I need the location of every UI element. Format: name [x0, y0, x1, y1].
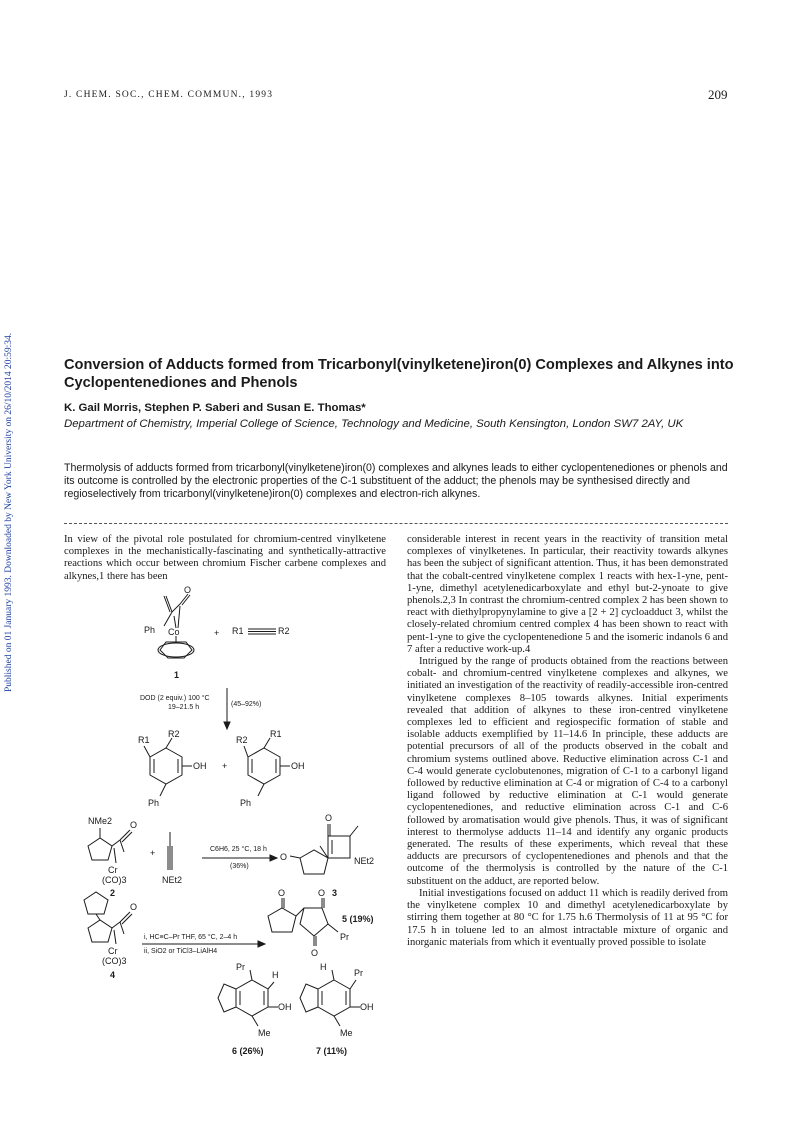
- ph-label: Ph: [240, 798, 252, 808]
- pr-label: Pr: [340, 932, 349, 942]
- compound-number: 6 (26%): [232, 1046, 264, 1056]
- oh-label: OH: [193, 761, 207, 771]
- o-label: O: [325, 813, 333, 823]
- reaction-yield: (45–92%): [231, 701, 262, 708]
- compound-7-structure: [300, 970, 360, 1026]
- ph-label: Ph: [144, 625, 156, 635]
- oh-label: OH: [360, 1002, 374, 1012]
- article-authors: K. Gail Morris, Stephen P. Saberi and Susan E. Thomas*: [64, 402, 366, 414]
- oh-label: OH: [291, 761, 305, 771]
- compound-number: 1: [174, 670, 180, 680]
- paragraph: Initial investigations focused on adduct 11 which is readily derived from the vinylketene complex 10 and dimethyl acetylenedicarboxylate by stirring them together at 80 °C for 1.75 h.6 Thermolysis of 11 at 95 °C for 17.5 h in toluene led to an almost intractable mixture of organic and inorganic materials from which it eventually proved possible to isolate: [407, 887, 728, 948]
- compound-number: 7 (11%): [316, 1046, 348, 1056]
- paragraph: Intrigued by the range of products obtained from the reactions between cobalt- and chromium-centred vinylketene complexes and alkynes, we initiated an investigation of the reactivity of readily-accessible iron-centred vinylketene complexes 8–105 towards alkynes. Initial experiments revealed that addition of alkynes to these iron-centred vinylketene complexes led to efficient and regiospecific formation of stable and isolable adducts exemplified by 11–14.6 In principle, these adducts are potential precursors of all of the products observed in the cobalt and chromium systems outlined above. Reductive elimination across C-1 and C-4 would generate cyclobutenones, migration of C-1 to a carbonyl ligand followed by reductive elimination at C-4 or migration of C-4 to a carbonyl ligand followed by reductive elimination at C-1 would generate cyclopentenediones, and reductive elimination across C-1 and C-6 followed by aromatisation would give phenols. Thus, it was of significant interest to thermolyse adducts 11–14 and identify any organic products generated. The results of these experiments, which reveal that these adducts are precursors of cyclopentenediones and phenols and that the outcome of the thermolysis is controlled by the nature of the C-1 substituent on the adduct, are reported below.: [407, 656, 728, 887]
- compound-5-structure: [268, 898, 338, 946]
- compound-6-structure: [218, 970, 278, 1026]
- o-label: O: [311, 948, 319, 958]
- compound-number: 2: [110, 888, 116, 898]
- plus-sign: +: [214, 628, 220, 638]
- phenol-b-structure: [244, 738, 290, 796]
- reaction-yield: (36%): [230, 863, 249, 870]
- nme2-label: NMe2: [88, 816, 113, 826]
- reaction-conditions: DOD (2 equiv.) 100 °C: [140, 695, 210, 702]
- compound-number: 4: [110, 970, 116, 980]
- o-label: O: [130, 902, 138, 912]
- article-title: Conversion of Adducts formed from Tricarbonyl(vinylketene)iron(0) Complexes and Alkynes into Cyclopentenediones and Phenols: [64, 357, 734, 391]
- co3-label: (CO)3: [102, 875, 127, 885]
- reaction-conditions: ii, SiO2 or TiCl3–LiAlH4: [144, 948, 218, 955]
- r1-label: R1: [232, 626, 244, 636]
- compound-4-structure: [84, 892, 132, 944]
- r2-label: R2: [236, 735, 248, 745]
- o-label: O: [318, 888, 326, 898]
- reaction-arrow: [224, 688, 230, 729]
- left-column-text: In view of the pivotal role postulated for chromium-centred vinylketene complexes in the mechanistically-fascinating and synthetically-attractive reactions which occur between chromium Fischer carbene complexes and alkynes,1 there has been: [64, 534, 386, 582]
- me-label: Me: [258, 1028, 271, 1038]
- r1-label: R1: [270, 729, 282, 739]
- page-number: 209: [708, 87, 728, 102]
- running-head: J. CHEM. SOC., CHEM. COMMUN., 1993: [64, 90, 274, 100]
- ph-label: Ph: [148, 798, 160, 808]
- net2-label: NEt2: [354, 856, 375, 866]
- o-label: O: [278, 888, 286, 898]
- r1-label: R1: [138, 735, 150, 745]
- oh-label: OH: [278, 1002, 292, 1012]
- r2-label: R2: [278, 626, 290, 636]
- right-column: [407, 534, 728, 949]
- article-affiliation: Department of Chemistry, Imperial College of Science, Technology and Medicine, South Kensington, London SW7 2AY, UK: [64, 418, 684, 430]
- h-label: H: [320, 962, 327, 972]
- r2-label: R2: [168, 729, 180, 739]
- abstract-divider: [64, 523, 728, 524]
- reaction-conditions: C6H6, 25 °C, 18 h: [210, 846, 267, 853]
- reaction-conditions: 19–21.5 h: [168, 704, 200, 711]
- o-label: O: [280, 852, 288, 862]
- net2-label: NEt2: [162, 875, 183, 885]
- download-notice: Published on 01 January 1993. Downloaded by New York University on 26/10/2014 20:59:34.: [4, 332, 14, 692]
- article-abstract: Thermolysis of adducts formed from tricarbonyl(vinylketene)iron(0) complexes and alkynes leads to either cyclopentenediones or phenols and its outcome is controlled by the electronic properties of the C-1 substituent of the adduct; the phenols may be synthesised directly and regioselectively from tricarbonyl(vinylketene)iron(0) complexes and electron-rich alkynes.: [64, 462, 728, 500]
- phenol-a-structure: [144, 738, 192, 796]
- reaction-arrow: [142, 941, 265, 947]
- paragraph: considerable interest in recent years in the reactivity of transition metal complexes of vinylketenes. In particular, their reactivity towards alkynes has been the subject of significant attention. Thus, it has been demonstrated that the cobalt-centred vinylketene complex 1 reacts with hex-1-yne, pent-1-yne, dimethyl acetylenedicarboxylate and ethyl but-2-ynoate to give phenols.2,3 In contrast the chromium-centred complex 2 has been shown to react with diethylpropynylamine to give a [2 + 2] cycloadduct 3, whilst the closely-related chromium centred complex 4 has been shown to react with pent-1-yne to give the cyclopentenedione 5 and the isomeric indanols 6 and 7 after a reductive work-up.4: [407, 534, 728, 655]
- alkyne-triple-bond: [248, 629, 276, 634]
- cr-label: Cr: [108, 865, 118, 875]
- plus-sign: +: [150, 848, 156, 858]
- compound-number: 5 (19%): [342, 914, 374, 924]
- pr-label: Pr: [236, 962, 245, 972]
- me-label: Me: [340, 1028, 353, 1038]
- reaction-arrow: [202, 855, 277, 861]
- h-label: H: [272, 970, 279, 980]
- plus-sign: +: [222, 761, 228, 771]
- reaction-scheme: [64, 585, 388, 1078]
- pr-label: Pr: [354, 968, 363, 978]
- compound-2-structure: [88, 828, 132, 863]
- compound-1-structure: [158, 594, 194, 658]
- reaction-conditions: i, HC≡C–Pr THF, 65 °C, 2–4 h: [144, 934, 238, 941]
- cr-label: Cr: [108, 946, 118, 956]
- o-label: O: [130, 820, 138, 830]
- compound-3-structure: [290, 824, 358, 874]
- compound-number: 3: [332, 888, 338, 898]
- propynylamine-structure: [168, 832, 172, 870]
- co3-label: (CO)3: [102, 956, 127, 966]
- o-label: O: [184, 585, 192, 595]
- co-label: Co: [168, 627, 180, 637]
